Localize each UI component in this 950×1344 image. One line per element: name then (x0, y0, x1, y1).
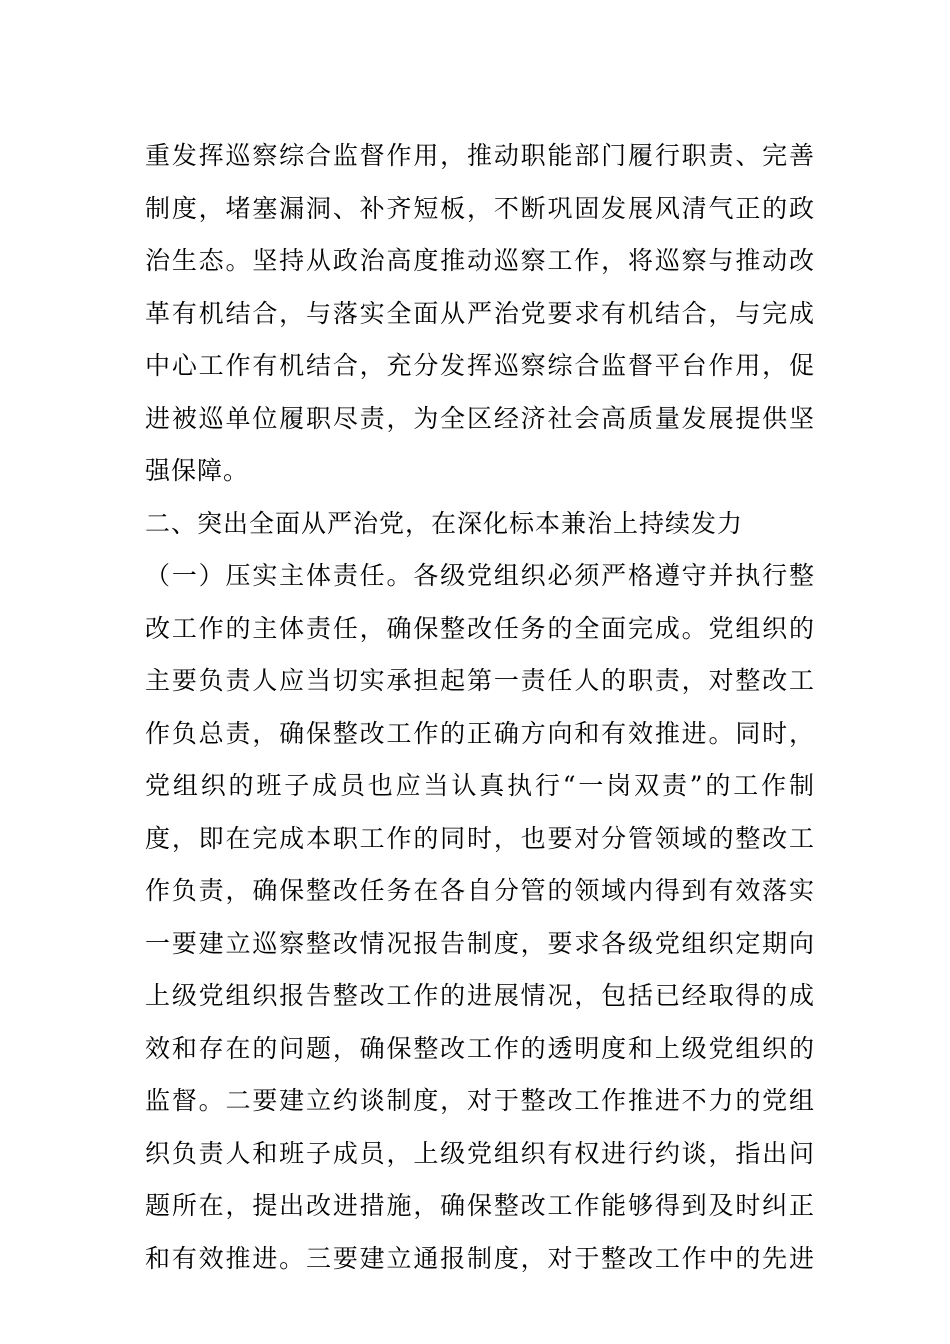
text-line: （一）压实主体责任。各级党组织必须严格遵守并执行整 (145, 561, 815, 590)
text-line: 治生态。坚持从政治高度推动巡察工作，将巡察与推动改 (145, 246, 815, 275)
text-line: 党组织的班子成员也应当认真执行“一岗双责”的工作制 (145, 771, 815, 800)
text-line: 主要负责人应当切实承担起第一责任人的职责，对整改工 (145, 666, 815, 695)
text-line: 革有机结合，与落实全面从严治党要求有机结合，与完成 (145, 298, 815, 328)
text-line: 题所在，提出改进措施，确保整改工作能够得到及时纠正 (145, 1191, 815, 1220)
text-line: 监督。二要建立约谈制度，对于整改工作推进不力的党组 (145, 1086, 815, 1115)
text-line: 改工作的主体责任，确保整改任务的全面完成。党组织的 (145, 613, 815, 643)
body-text (145, 130, 815, 1285)
text-line: 重发挥巡察综合监督作用，推动职能部门履行职责、完善 (145, 141, 815, 170)
text-line: 进被巡单位履职尽责，为全区经济社会高质量发展提供坚 (145, 403, 815, 433)
text-line: 作负总责，确保整改工作的正确方向和有效推进。同时， (145, 718, 815, 748)
text-line: 上级党组织报告整改工作的进展情况，包括已经取得的成 (145, 981, 815, 1010)
text-line: 效和存在的问题，确保整改工作的透明度和上级党组织的 (145, 1033, 815, 1063)
text-line: 强保障。 (145, 456, 250, 485)
text-line: 一要建立巡察整改情况报告制度，要求各级党组织定期向 (145, 928, 815, 958)
text-line: 制度，堵塞漏洞、补齐短板，不断巩固发展风清气正的政 (145, 193, 815, 223)
text-line: 中心工作有机结合，充分发挥巡察综合监督平台作用，促 (145, 351, 815, 380)
section-heading: 二、突出全面从严治党，在深化标本兼治上持续发力 (145, 508, 744, 538)
text-line: 和有效推进。三要建立通报制度，对于整改工作中的先进 (145, 1243, 815, 1273)
text-line: 度，即在完成本职工作的同时，也要对分管领域的整改工 (145, 823, 815, 853)
text-line: 织负责人和班子成员，上级党组织有权进行约谈，指出问 (145, 1138, 815, 1168)
text-line: 作负责，确保整改任务在各自分管的领域内得到有效落实 (145, 876, 815, 905)
